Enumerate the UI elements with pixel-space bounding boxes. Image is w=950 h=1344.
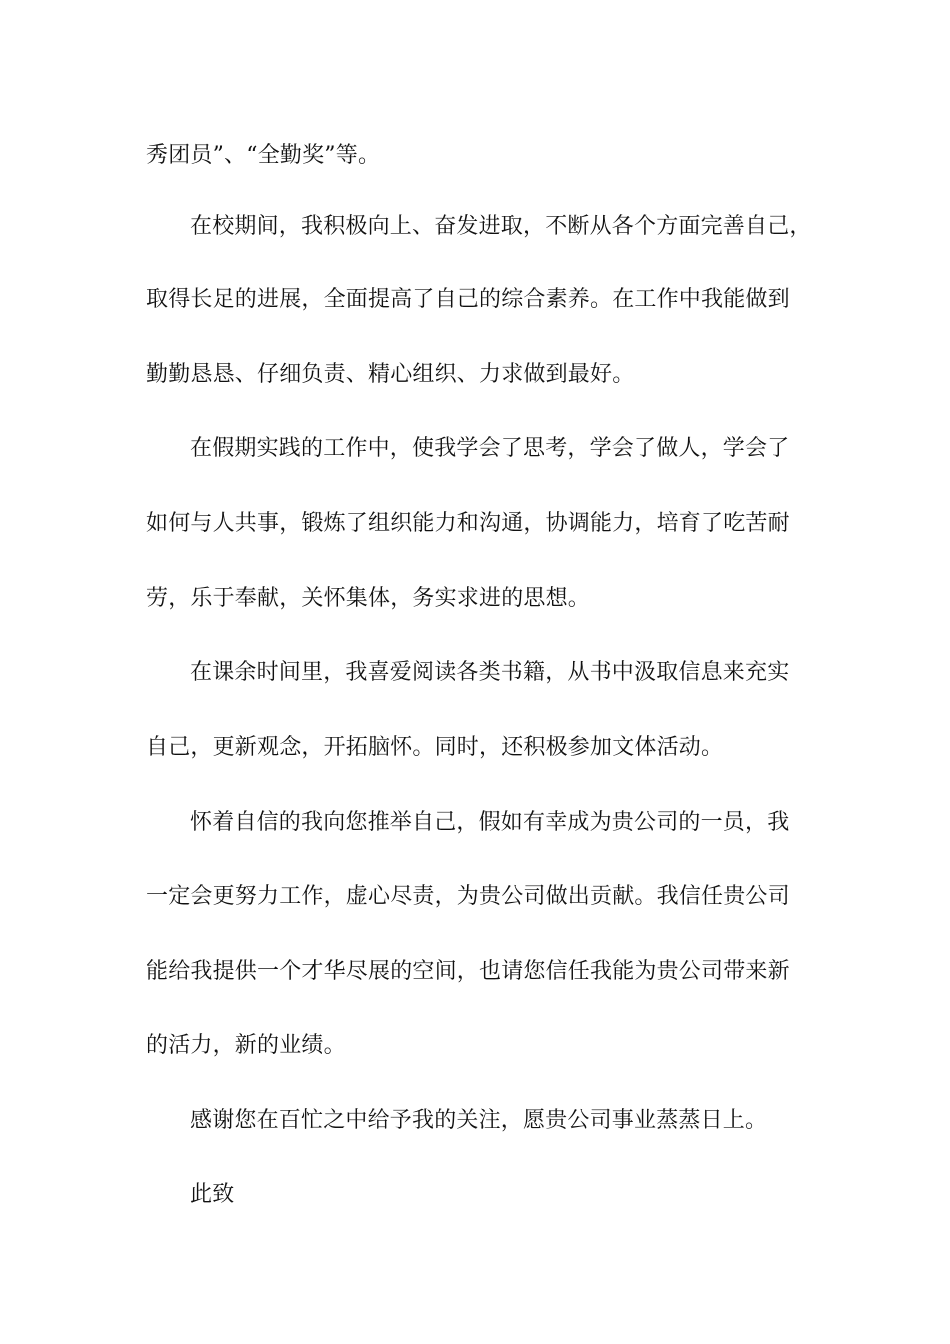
text-line: 劳，乐于奉献，关怀集体，务实求进的思想。 [146, 586, 591, 611]
text-line: 如何与人共事，锻炼了组织能力和沟通，协调能力，培育了吃苦耐 [146, 511, 790, 536]
paragraph-start-line: 怀着自信的我向您推举自己，假如有幸成为贵公司的一员，我 [190, 810, 790, 835]
paragraph-start-line: 在课余时间里，我喜爱阅读各类书籍，从书中汲取信息来充实 [190, 660, 790, 685]
paragraph-start-line: 在校期间，我积极向上、奋发进取，不断从各个方面完善自己， [190, 214, 812, 239]
closing-salutation: 此致 [190, 1182, 235, 1207]
paragraph-start-line: 感谢您在百忙之中给予我的关注，愿贵公司事业蒸蒸日上。 [190, 1108, 768, 1133]
paragraph-start-line: 在假期实践的工作中，使我学会了思考，学会了做人，学会了 [190, 436, 790, 461]
text-line: 秀团员”、“全勤奖”等。 [146, 143, 381, 168]
text-line: 勤勤恳恳、仔细负责、精心组织、力求做到最好。 [146, 362, 635, 387]
text-line: 的活力，新的业绩。 [146, 1033, 346, 1058]
text-line: 一定会更努力工作，虚心尽责，为贵公司做出贡献。我信任贵公司 [146, 884, 790, 909]
text-line: 能给我提供一个才华尽展的空间，也请您信任我能为贵公司带来新 [146, 959, 790, 984]
text-line: 自己，更新观念，开拓脑怀。同时，还积极参加文体活动。 [146, 735, 724, 760]
text-line: 取得长足的进展，全面提高了自己的综合素养。在工作中我能做到 [146, 287, 790, 312]
